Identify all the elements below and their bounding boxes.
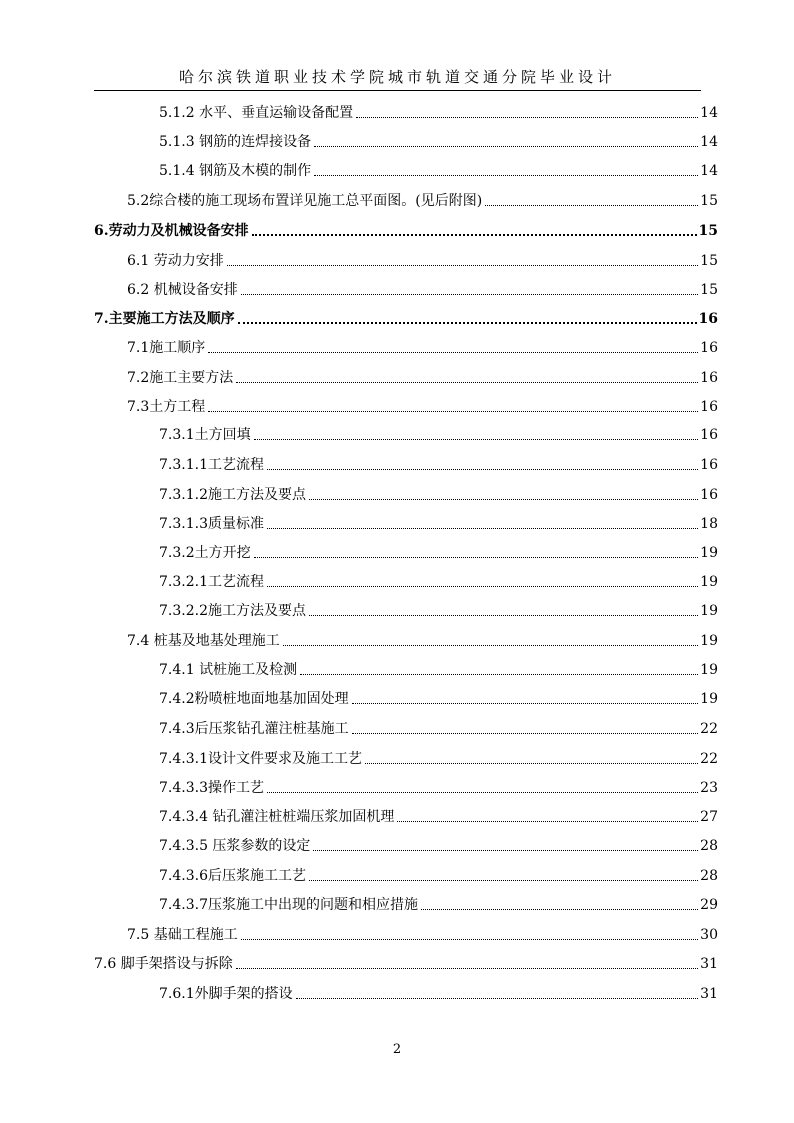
toc-entry-page: 31 <box>700 986 718 1002</box>
toc-entry-page: 29 <box>700 897 718 913</box>
toc-entry-label: 7.3.2土方开挖 <box>159 545 251 561</box>
toc-dot-leader <box>309 615 698 616</box>
toc-entry[interactable] <box>159 983 718 1003</box>
toc-entry-label: 7.6 脚手架搭设与拆除 <box>94 956 233 972</box>
toc-entry-page: 16 <box>700 427 718 443</box>
toc-dot-leader <box>254 439 699 440</box>
toc-dot-leader <box>241 939 698 940</box>
toc-dot-leader <box>352 733 699 734</box>
toc-entry[interactable] <box>94 953 718 973</box>
toc-dot-leader <box>236 968 698 969</box>
toc-entry-label: 7.3.1土方回填 <box>159 427 251 443</box>
toc-entry-label: 5.2综合楼的施工现场布置详见施工总平面图。(见后附图) <box>127 193 483 209</box>
toc-entry-page: 22 <box>700 751 718 767</box>
page-number: 2 <box>392 1042 402 1057</box>
toc-entry[interactable] <box>127 924 718 944</box>
toc-entry-page: 16 <box>700 340 718 356</box>
toc-entry[interactable] <box>159 600 718 620</box>
toc-dot-leader <box>313 850 698 851</box>
toc-entry-label: 7.6.1外脚手架的搭设 <box>159 986 293 1002</box>
toc-entry-page: 19 <box>700 662 718 678</box>
toc-entry[interactable] <box>159 513 718 533</box>
toc-entry[interactable] <box>127 250 718 270</box>
toc-entry-label: 6.劳动力及机械设备安排 <box>94 223 249 239</box>
toc-entry-page: 14 <box>700 163 718 179</box>
toc-dot-leader <box>227 265 698 266</box>
toc-entry-page: 16 <box>700 457 718 473</box>
toc-dot-leader <box>314 175 698 176</box>
toc-dot-leader <box>356 117 698 118</box>
toc-entry-label: 7.4.3.4 钻孔灌注桩桩端压浆加固机理 <box>159 809 395 825</box>
toc-entry-page: 28 <box>700 868 718 884</box>
toc-entry-label: 7.4.3后压浆钻孔灌注桩基施工 <box>159 721 349 737</box>
toc-entry-label: 7.5 基础工程施工 <box>127 927 238 943</box>
toc-entry-page: 19 <box>700 545 718 561</box>
toc-entry[interactable] <box>159 777 718 797</box>
toc-entry-label: 7.3.1.2施工方法及要点 <box>159 487 306 503</box>
toc-entry-page: 16 <box>700 399 718 415</box>
toc-entry[interactable] <box>127 396 718 416</box>
toc-entry[interactable] <box>159 835 718 855</box>
toc-entry-label: 7.4 桩基及地基处理施工 <box>127 633 280 649</box>
toc-entry[interactable] <box>159 454 718 474</box>
toc-entry-page: 19 <box>700 603 718 619</box>
toc-entry[interactable] <box>159 659 718 679</box>
toc-entry-page: 14 <box>700 105 718 121</box>
toc-entry[interactable] <box>127 279 718 299</box>
toc-dot-leader <box>365 763 698 764</box>
toc-entry-page: 19 <box>700 691 718 707</box>
toc-entry-label: 7.4.3.1设计文件要求及施工工艺 <box>159 751 362 767</box>
toc-dot-leader <box>267 469 698 470</box>
toc-entry-label: 5.1.4 钢筋及木模的制作 <box>159 163 312 179</box>
toc-entry-page: 28 <box>700 838 718 854</box>
toc-dot-leader <box>267 792 698 793</box>
toc-entry-label: 7.4.3.5 压浆参数的设定 <box>159 838 311 854</box>
toc-entry-page: 27 <box>700 809 718 825</box>
page-header: 哈尔滨铁道职业技术学院城市轨道交通分院毕业设计 <box>94 68 701 91</box>
toc-dot-leader <box>309 880 698 881</box>
toc-entry[interactable] <box>127 337 718 357</box>
toc-entry-page: 18 <box>700 516 718 532</box>
toc-dot-leader <box>236 382 698 383</box>
toc-entry-label: 5.1.2 水平、垂直运输设备配置 <box>159 105 354 121</box>
toc-entry[interactable] <box>94 220 718 240</box>
toc-dot-leader <box>252 234 697 236</box>
toc-entry[interactable] <box>159 688 718 708</box>
toc-entry-label: 7.3.1.3质量标准 <box>159 516 264 532</box>
toc-entry-label: 7.4.3.7压浆施工中出现的问题和相应措施 <box>159 897 418 913</box>
toc-entry-label: 6.1 劳动力安排 <box>127 253 224 269</box>
toc-entry[interactable] <box>159 748 718 768</box>
toc-entry-label: 7.4.3.3操作工艺 <box>159 780 264 796</box>
toc-dot-leader <box>267 528 698 529</box>
toc-dot-leader <box>208 411 698 412</box>
toc-entry-label: 7.3土方工程 <box>127 399 206 415</box>
toc-entry[interactable] <box>159 131 718 151</box>
toc-entry-page: 15 <box>700 193 718 209</box>
toc-entry[interactable] <box>127 630 718 650</box>
toc-entry[interactable] <box>159 102 718 122</box>
toc-entry-page: 16 <box>698 311 718 327</box>
toc-entry[interactable] <box>159 542 718 562</box>
toc-dot-leader <box>485 205 698 206</box>
toc-entry-page: 23 <box>700 780 718 796</box>
toc-entry-page: 16 <box>700 370 718 386</box>
toc-entry[interactable] <box>159 806 718 826</box>
toc-entry-page: 30 <box>700 927 718 943</box>
toc-entry[interactable] <box>94 308 718 328</box>
toc-entry-page: 31 <box>700 956 718 972</box>
toc-entry[interactable] <box>159 484 718 504</box>
toc-entry-page: 15 <box>698 223 718 239</box>
toc-dot-leader <box>296 998 699 999</box>
toc-entry-page: 14 <box>700 134 718 150</box>
toc-entry-label: 7.主要施工方法及顺序 <box>94 311 235 327</box>
toc-entry-label: 7.4.3.6后压浆施工工艺 <box>159 868 306 884</box>
toc-entry-label: 6.2 机械设备安排 <box>127 282 238 298</box>
toc-dot-leader <box>314 146 698 147</box>
toc-entry[interactable] <box>127 190 718 210</box>
toc-entry-page: 16 <box>700 487 718 503</box>
toc-entry-label: 7.4.1 试桩施工及检测 <box>159 662 298 678</box>
toc-dot-leader <box>283 645 698 646</box>
toc-entry[interactable] <box>159 571 718 591</box>
toc-entry[interactable] <box>159 160 718 180</box>
toc-entry-page: 19 <box>700 633 718 649</box>
toc-dot-leader <box>238 322 697 324</box>
toc-dot-leader <box>352 703 699 704</box>
toc-entry-label: 7.3.2.2施工方法及要点 <box>159 603 306 619</box>
toc-dot-leader <box>397 821 698 822</box>
toc-entry-page: 15 <box>700 282 718 298</box>
toc-entry-page: 22 <box>700 721 718 737</box>
toc-entry-label: 5.1.3 钢筋的连焊接设备 <box>159 134 312 150</box>
toc-dot-leader <box>421 909 698 910</box>
toc-entry[interactable] <box>159 865 718 885</box>
toc-entry-page: 15 <box>700 253 718 269</box>
toc-dot-leader <box>241 294 698 295</box>
toc-entry-label: 7.3.2.1工艺流程 <box>159 574 264 590</box>
toc-entry-label: 7.2施工主要方法 <box>127 370 234 386</box>
toc-entry-label: 7.3.1.1工艺流程 <box>159 457 264 473</box>
toc-dot-leader <box>254 557 699 558</box>
toc-dot-leader <box>300 674 698 675</box>
toc-dot-leader <box>208 352 698 353</box>
toc-entry[interactable] <box>159 424 718 444</box>
toc-entry[interactable] <box>127 367 718 387</box>
toc-entry[interactable] <box>159 894 718 914</box>
toc-dot-leader <box>309 499 698 500</box>
toc-entry[interactable] <box>159 718 718 738</box>
toc-entry-label: 7.1施工顺序 <box>127 340 206 356</box>
toc-dot-leader <box>267 586 698 587</box>
toc-entry-page: 19 <box>700 574 718 590</box>
toc-entry-label: 7.4.2粉喷桩地面地基加固处理 <box>159 691 349 707</box>
